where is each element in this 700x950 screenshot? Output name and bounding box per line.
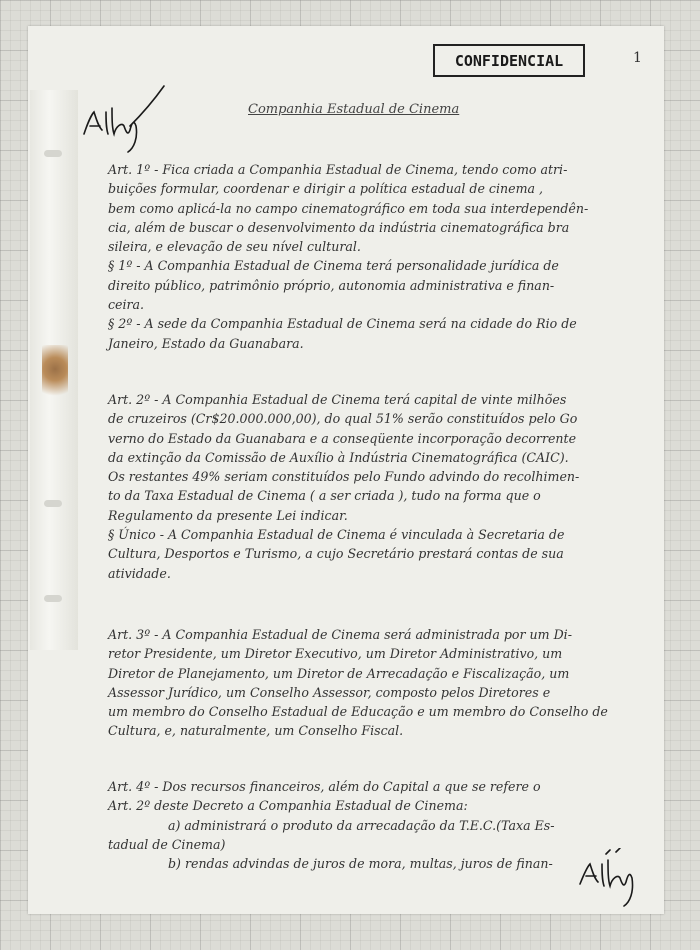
text-line: retor Presidente, um Diretor Executivo, um Diretor Administrativo, um (108, 646, 563, 662)
article-3 (108, 625, 608, 741)
text-line: Os restantes 49% seriam constituídos pelo Fundo advindo do recolhimen- (108, 469, 580, 485)
text-line: a) administrará o produto da arrecadação da T.E.C.(Taxa Es- (168, 817, 555, 833)
text-line: de cruzeiros (Cr$20.000.000,00), do qual 51% serão constituídos pelo Go (108, 411, 578, 427)
article-4 (108, 777, 555, 873)
text-line: § 2º - A sede da Companhia Estadual de Cinema será na cidade do Rio de (108, 316, 577, 332)
text-line: da extinção da Comissão de Auxílio à Indústria Cinematográfica (CAIC). (108, 449, 569, 465)
text-line: Art. 2º - A Companhia Estadual de Cinema terá capital de vinte milhões (108, 392, 567, 407)
text-line: Art. 4º - Dos recursos financeiros, além do Capital a que se refere o (108, 779, 541, 794)
text-line: verno do Estado da Guanabara e a conseqüente incorporação decorrente (108, 430, 577, 446)
text-line: Cultura, e, naturalmente, um Conselho Fiscal. (108, 723, 404, 739)
text-line: Art. 1º - Fica criada a Companhia Estadual de Cinema, tendo como atri- (108, 162, 568, 177)
article-2 (108, 390, 579, 583)
text-line: buições formular, coordenar e dirigir a política estadual de cinema , (108, 181, 544, 197)
text-line: direito público, patrimônio próprio, autonomia administrativa e finan- (108, 277, 555, 293)
text-line: § 1º - A Companhia Estadual de Cinema terá personalidade jurídica de (108, 258, 559, 274)
text-line: atividade. (108, 565, 171, 581)
text-line: Assessor Jurídico, um Conselho Assessor, composto pelos Diretores e (108, 684, 551, 700)
text-line: Art. 2º deste Decreto a Companhia Estadual de Cinema: (108, 798, 468, 814)
page-number: 1 (633, 50, 642, 66)
text-line: ceira. (108, 297, 145, 313)
rust-stain (42, 345, 68, 405)
punch-hole (44, 500, 62, 507)
text-line: Art. 3º - A Companhia Estadual de Cinema será administrada por um Di- (108, 627, 572, 642)
punch-hole (44, 150, 62, 157)
text-line: Regulamento da presente Lei indicar. (108, 507, 348, 523)
signature-initials-bottom (576, 848, 656, 912)
text-line: Diretor de Planejamento, um Diretor de Arrecadação e Fiscalização, um (108, 665, 570, 681)
text-line: cia, além de buscar o desenvolvimento da indústria cinematográfica bra (108, 219, 570, 235)
document-title: Companhia Estadual de Cinema (248, 102, 460, 117)
text-line: tadual de Cinema) (108, 836, 226, 852)
text-line: sileira, e elevação de seu nível cultural. (108, 239, 361, 255)
text-line: Cultura, Desportos e Turismo, a cujo Secretário prestará contas de sua (108, 546, 564, 562)
punch-hole (44, 595, 62, 602)
text-line: to da Taxa Estadual de Cinema ( a ser criada ), tudo na forma que o (108, 488, 541, 504)
binding-strip (30, 90, 78, 650)
confidential-stamp: CONFIDENCIAL (433, 44, 585, 77)
text-line: § Único - A Companhia Estadual de Cinema é vinculada à Secretaria de (108, 527, 565, 543)
text-line: um membro do Conselho Estadual de Educação e um membro do Conselho de (108, 704, 608, 720)
article-1 (108, 160, 588, 353)
text-line: Janeiro, Estado da Guanabara. (108, 335, 304, 351)
text-line: b) rendas advindas de juros de mora, multas, juros de finan- (168, 856, 553, 872)
signature-initials-top (78, 82, 168, 162)
text-line: bem como aplicá-la no campo cinematográfico em toda sua interdependên- (108, 200, 589, 216)
